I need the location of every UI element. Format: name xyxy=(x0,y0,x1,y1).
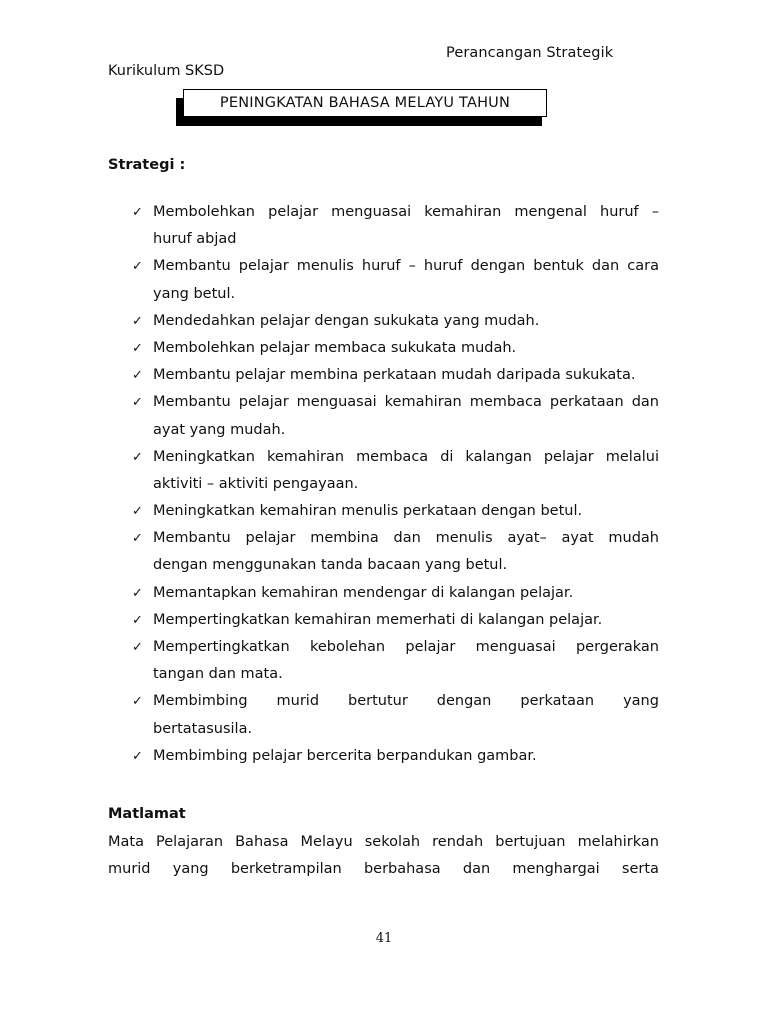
strategy-item-text: Mendedahkan pelajar dengan sukukata yang mudah. xyxy=(153,312,540,329)
strategy-item xyxy=(0,498,768,525)
strategy-item-text: bertatasusila. xyxy=(153,720,253,737)
strategy-item-text: Meningkatkan kemahiran menulis perkataan dengan betul. xyxy=(153,503,583,520)
checkmark-icon: ✓ xyxy=(132,205,143,220)
strategy-item-text: Meningkatkan kemahiran membaca di kalangan pelajar melalui xyxy=(153,448,659,465)
title-box xyxy=(183,89,547,117)
strategy-item xyxy=(0,607,768,634)
strategy-item-text: ayat yang mudah. xyxy=(153,421,286,438)
header-right: Perancangan Strategik xyxy=(446,45,614,61)
checkmark-icon: ✓ xyxy=(132,259,143,275)
checkmark-icon: ✓ xyxy=(132,748,143,764)
strategi-heading: Strategi : xyxy=(108,157,186,173)
strategy-item-text: Membantu pelajar membina perkataan mudah daripada sukukata. xyxy=(153,367,636,384)
strategy-item xyxy=(0,743,768,770)
strategy-item xyxy=(0,199,768,253)
matlamat-paragraph xyxy=(108,829,659,883)
strategy-item-text: Membolehkan pelajar menguasai kemahiran mengenal huruf – xyxy=(153,204,659,220)
matlamat-line: Mata Pelajaran Bahasa Melayu sekolah rendah bertujuan melahirkan xyxy=(108,834,659,850)
strategy-item-text: Membolehkan pelajar membaca sukukata mudah. xyxy=(153,339,517,356)
strategy-item-text: Membantu pelajar membina dan menulis ayat– ayat mudah xyxy=(153,530,659,547)
strategy-item-text: Mempertingkatkan kebolehan pelajar menguasai pergerakan xyxy=(153,639,659,655)
strategy-item xyxy=(0,389,768,443)
checkmark-icon: ✓ xyxy=(132,395,143,411)
strategy-item xyxy=(0,634,768,688)
checkmark-icon: ✓ xyxy=(132,313,143,329)
matlamat-heading: Matlamat xyxy=(108,806,186,822)
checkmark-icon: ✓ xyxy=(132,585,143,601)
strategy-item-text: Membimbing pelajar bercerita berpandukan gambar. xyxy=(153,747,537,764)
strategy-item-text: dengan menggunakan tanda bacaan yang betul. xyxy=(153,557,508,574)
matlamat-line: murid yang berketrampilan berbahasa dan menghargai serta xyxy=(108,861,659,877)
strategy-item-text: aktiviti – aktiviti pengayaan. xyxy=(153,475,359,492)
strategy-item xyxy=(0,362,768,389)
strategy-item xyxy=(0,525,768,579)
strategy-item-text: Mempertingkatkan kemahiran memerhati di kalangan pelajar. xyxy=(153,611,603,628)
checkmark-icon: ✓ xyxy=(132,504,143,520)
checkmark-icon: ✓ xyxy=(132,340,143,356)
strategy-item-text: Membantu pelajar menulis huruf – huruf dengan bentuk dan cara xyxy=(153,258,659,275)
page-title: PENINGKATAN BAHASA MELAYU TAHUN xyxy=(219,95,511,111)
strategy-item-text: Membimbing murid bertutur dengan perkataan yang xyxy=(153,693,659,710)
page-number: 41 xyxy=(375,931,393,946)
checkmark-icon: ✓ xyxy=(132,612,143,628)
strategy-item xyxy=(0,335,768,362)
header-left: Kurikulum SKSD xyxy=(108,63,225,79)
strategy-item-text: Membantu pelajar menguasai kemahiran membaca perkataan dan xyxy=(153,394,659,411)
strategy-item-text: Memantapkan kemahiran mendengar di kalangan pelajar. xyxy=(153,584,574,601)
checkmark-icon: ✓ xyxy=(132,694,143,710)
strategy-item xyxy=(0,688,768,742)
strategy-item xyxy=(0,308,768,335)
checkmark-icon: ✓ xyxy=(132,449,143,465)
strategy-item xyxy=(0,253,768,307)
strategy-item-text: tangan dan mata. xyxy=(153,666,283,683)
strategy-item xyxy=(0,444,768,498)
strategy-item-text: huruf abjad xyxy=(153,231,237,248)
strategy-item-text: yang betul. xyxy=(153,285,236,302)
checkmark-icon: ✓ xyxy=(132,368,143,384)
checkmark-icon: ✓ xyxy=(132,640,143,655)
strategy-item xyxy=(0,580,768,607)
checkmark-icon: ✓ xyxy=(132,531,143,547)
strategy-list xyxy=(0,199,768,770)
